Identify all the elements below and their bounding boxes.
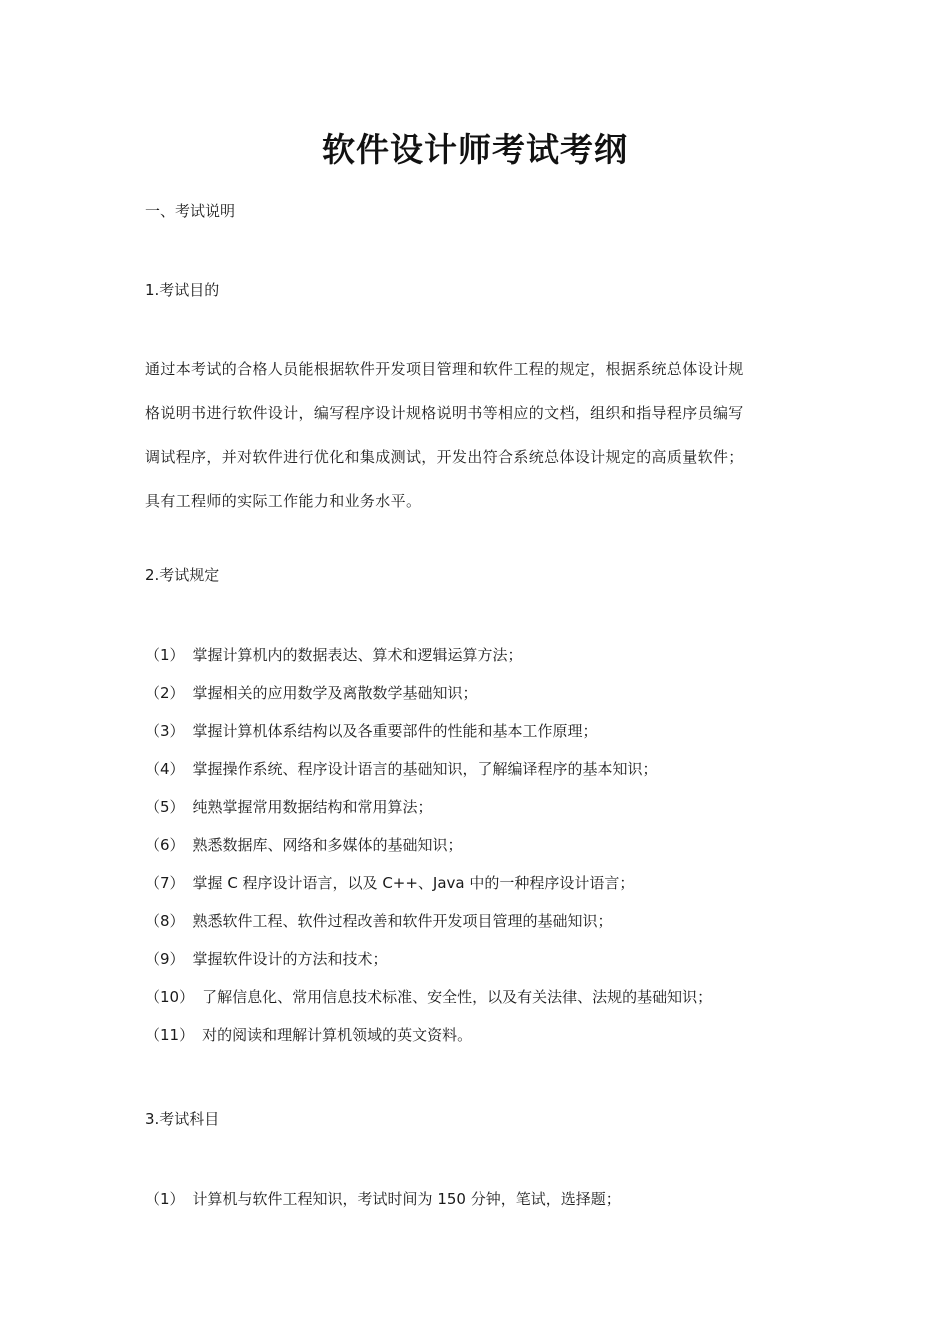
list-item — [145, 948, 388, 970]
list-item-text: 掌握计算机内的数据表达、算术和逻辑运算方法； — [192, 646, 523, 664]
list-item-number: （4） — [145, 760, 185, 778]
paragraph-line: 通过本考试的合格人员能根据软件开发项目管理和软件工程的规定，根据系统总体设计规 — [145, 360, 744, 378]
list-item-number: （9） — [145, 950, 185, 968]
list-item-text: 计算机与软件工程知识，考试时间为 150 分钟，笔试，选择题； — [192, 1190, 621, 1208]
paragraph-line: 具有工程师的实际工作能力和业务水平。 — [145, 492, 422, 510]
list-item — [145, 720, 598, 742]
subsection-heading-rules: 2.考试规定 — [145, 566, 220, 584]
list-item-number: （5） — [145, 798, 185, 816]
paragraph-line: 调试程序，并对软件进行优化和集成测试，开发出符合系统总体设计规定的高质量软件； — [145, 448, 744, 466]
list-item — [145, 872, 634, 894]
list-item-text: 掌握软件设计的方法和技术； — [192, 950, 388, 968]
list-item-text: 对的阅读和理解计算机领域的英文资料。 — [202, 1026, 473, 1044]
purpose-paragraph — [145, 358, 810, 512]
list-item — [145, 796, 433, 818]
paragraph-line: 格说明书进行软件设计，编写程序设计规格说明书等相应的文档，组织和指导程序员编写 — [145, 404, 744, 422]
list-item-text: 掌握相关的应用数学及离散数学基础知识； — [192, 684, 478, 702]
list-item-text: 掌握 C 程序设计语言，以及 C++、Java 中的一种程序设计语言； — [192, 874, 635, 892]
list-item — [145, 986, 712, 1008]
list-item-text: 熟悉软件工程、软件过程改善和软件开发项目管理的基础知识； — [192, 912, 613, 930]
list-item — [145, 910, 613, 932]
list-item — [145, 1024, 472, 1046]
list-item-text: 了解信息化、常用信息技术标准、安全性，以及有关法律、法规的基础知识； — [202, 988, 713, 1006]
section-heading: 一、考试说明 — [145, 202, 236, 220]
list-item-number: （1） — [145, 646, 185, 664]
list-item-number: （8） — [145, 912, 185, 930]
list-item-text: 掌握操作系统、程序设计语言的基础知识，了解编译程序的基本知识； — [192, 760, 658, 778]
list-item — [145, 644, 523, 666]
list-item-number: （2） — [145, 684, 185, 702]
list-item-number: （3） — [145, 722, 185, 740]
list-item-text: 掌握计算机体系结构以及各重要部件的性能和基本工作原理； — [192, 722, 598, 740]
subsection-heading-subjects: 3.考试科目 — [145, 1110, 220, 1128]
list-item — [145, 682, 478, 704]
list-item — [145, 758, 658, 780]
list-item-number: （1） — [145, 1190, 185, 1208]
list-item — [145, 1188, 621, 1210]
subsection-heading-purpose: 1.考试目的 — [145, 281, 220, 299]
list-item-number: （11） — [145, 1026, 195, 1044]
list-item-number: （10） — [145, 988, 195, 1006]
list-item-number: （6） — [145, 836, 185, 854]
list-item-number: （7） — [145, 874, 185, 892]
list-item — [145, 834, 463, 856]
list-item-text: 纯熟掌握常用数据结构和常用算法； — [192, 798, 433, 816]
list-item-text: 熟悉数据库、网络和多媒体的基础知识； — [192, 836, 463, 854]
document-title: 软件设计师考试考纲 — [322, 130, 628, 169]
